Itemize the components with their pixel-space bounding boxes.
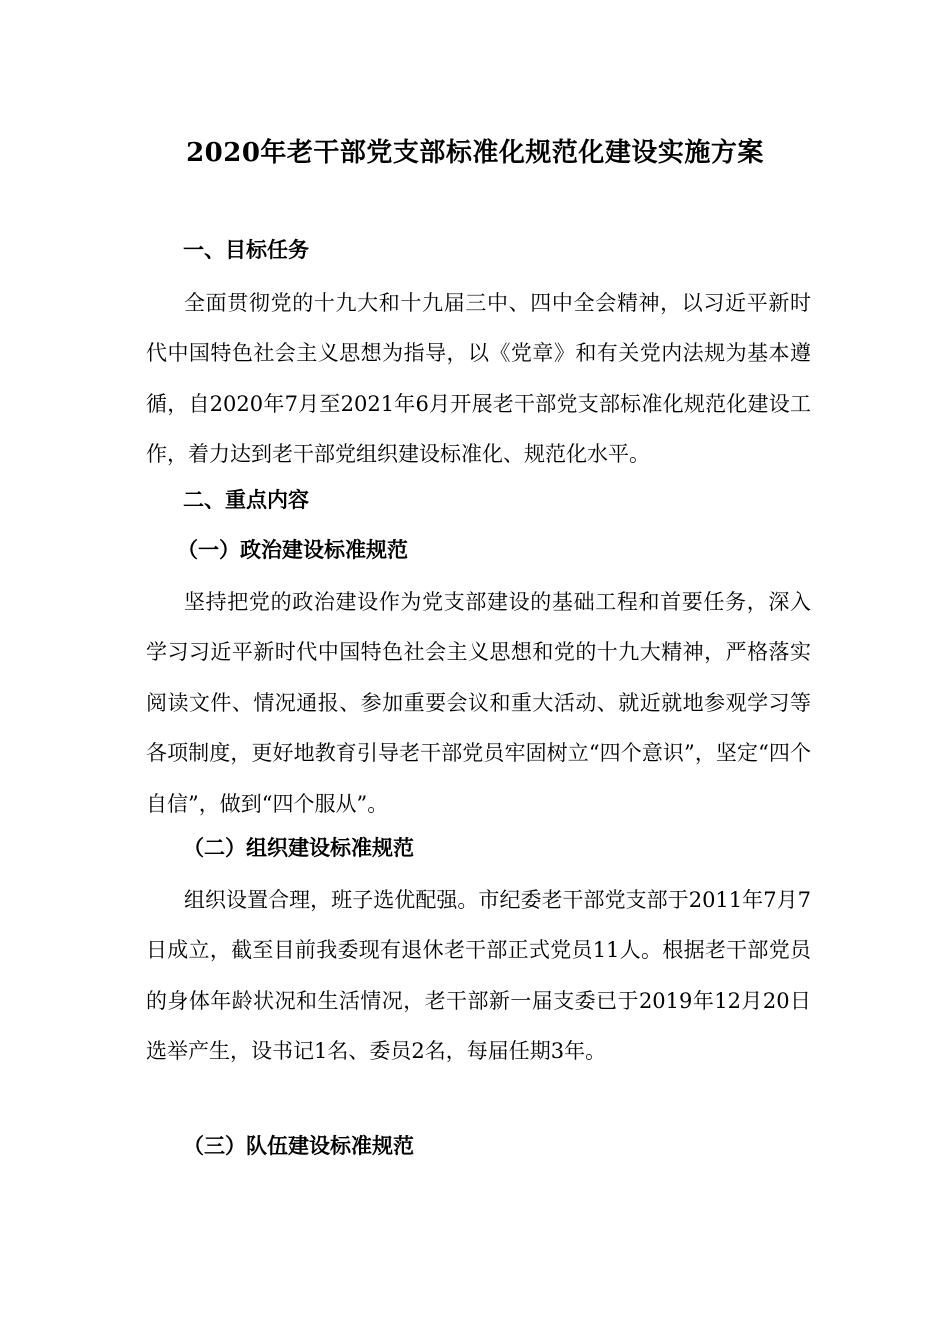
section-heading-key-content: 二、重点内容 — [183, 487, 309, 512]
paragraph-political: 坚持把党的政治建设作为党支部建设的基础工程和首要任务，深入学习习近平新时代中国特色社会主义思想和党的十九大精神，严格落实阅读文件、情况通报、参加重要会议和重大活动、就近就地参观学习等各项制度，更好地教育引导老干部党员牢固树立“四个意识”，坚定“四个自信”，做到“四个服从”。 — [146, 590, 811, 816]
document-title: 2020年老干部党支部标准化规范化建设实施方案 — [186, 138, 764, 168]
section-heading-goals: 一、目标任务 — [183, 237, 309, 262]
subsection-heading-team: （三）队伍建设标准规范 — [183, 1133, 414, 1158]
paragraph-organization: 组织设置合理，班子选优配强。市纪委老干部党支部于2011年7月7日成立，截至目前我委现有退休老干部正式党员11人。根据老干部党员的身体年龄状况和生活情况，老干部新一届支委已于2019年12月20日选举产生，设书记1名、委员2名，每届任期3年。 — [146, 888, 811, 1064]
subsection-heading-political: （一）政治建设标准规范 — [177, 537, 408, 562]
subsection-heading-organization: （二）组织建设标准规范 — [183, 835, 414, 860]
paragraph-goals: 全面贯彻党的十九大和十九届三中、四中全会精神，以习近平新时代中国特色社会主义思想为指导，以《党章》和有关党内法规为基本遵循，自2020年7月至2021年6月开展老干部党支部标准化规范化建设工作，着力达到老干部党组织建设标准化、规范化水平。 — [146, 291, 811, 467]
